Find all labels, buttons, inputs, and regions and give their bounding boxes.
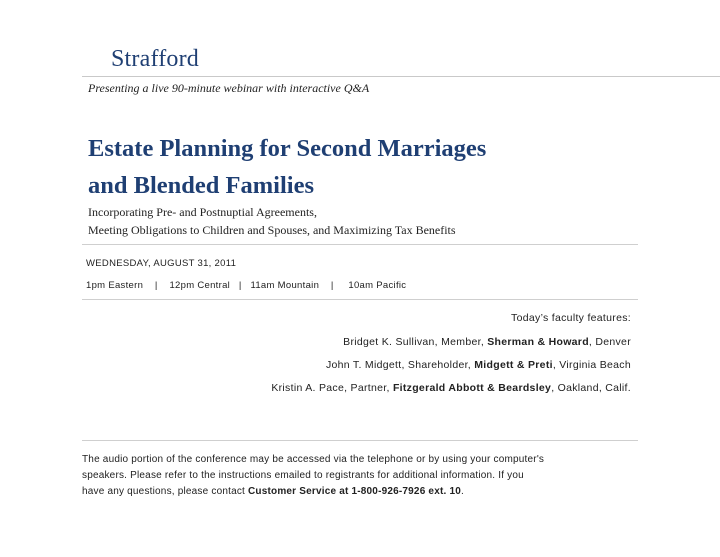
audio-line-3-end: . [460, 486, 464, 497]
faculty-firm: Fitzgerald Abbott & Beardsley [392, 382, 552, 394]
title-line-2: and Blended Families [88, 172, 314, 199]
event-date: WEDNESDAY, AUGUST 31, 2011 [86, 258, 237, 269]
faculty-firm: Sherman & Howard [487, 336, 589, 348]
faculty-name: John T. Midgett, Shareholder, [325, 359, 475, 371]
faculty-location: , Virginia Beach [552, 359, 631, 371]
customer-service-contact: Customer Service at 1-800-926-7926 ext. 10 [248, 486, 461, 497]
faculty-heading: Today’s faculty features: [511, 312, 631, 324]
header-divider [82, 76, 720, 77]
audio-line-2: speakers. Please refer to the instructions emailed to registrants for additional information. If you [82, 470, 524, 481]
faculty-member-1 [343, 336, 631, 348]
faculty-member-3 [271, 382, 631, 394]
section-divider-2 [82, 299, 638, 300]
title-line-1: Estate Planning for Second Marriages [88, 135, 487, 162]
webinar-tagline: Presenting a live 90-minute webinar with interactive Q&A [88, 81, 370, 95]
strafford-logo: Strafford [111, 46, 200, 72]
faculty-member-2 [326, 359, 631, 371]
audio-notice [82, 452, 642, 500]
faculty-firm: Midgett & Preti [474, 359, 553, 371]
faculty-location: , Denver [588, 336, 631, 348]
page-title [88, 130, 648, 204]
faculty-name: Kristin A. Pace, Partner, [271, 382, 393, 394]
event-times: 1pm Eastern | 12pm Central | 11am Mountain | 10am Pacific [86, 280, 407, 291]
section-divider-3 [82, 440, 638, 441]
audio-line-3 [82, 484, 642, 500]
page-subtitle [88, 203, 456, 239]
subtitle-line-1: Incorporating Pre- and Postnuptial Agreements, [88, 205, 317, 219]
faculty-name: Bridget K. Sullivan, Member, [343, 336, 488, 348]
audio-line-1: The audio portion of the conference may be accessed via the telephone or by using your computer's [82, 454, 545, 465]
audio-line-3-text: have any questions, please contact [82, 486, 248, 497]
section-divider-1 [82, 244, 638, 245]
subtitle-line-2: Meeting Obligations to Children and Spouses, and Maximizing Tax Benefits [88, 223, 456, 237]
faculty-location: , Oakland, Calif. [551, 382, 631, 394]
